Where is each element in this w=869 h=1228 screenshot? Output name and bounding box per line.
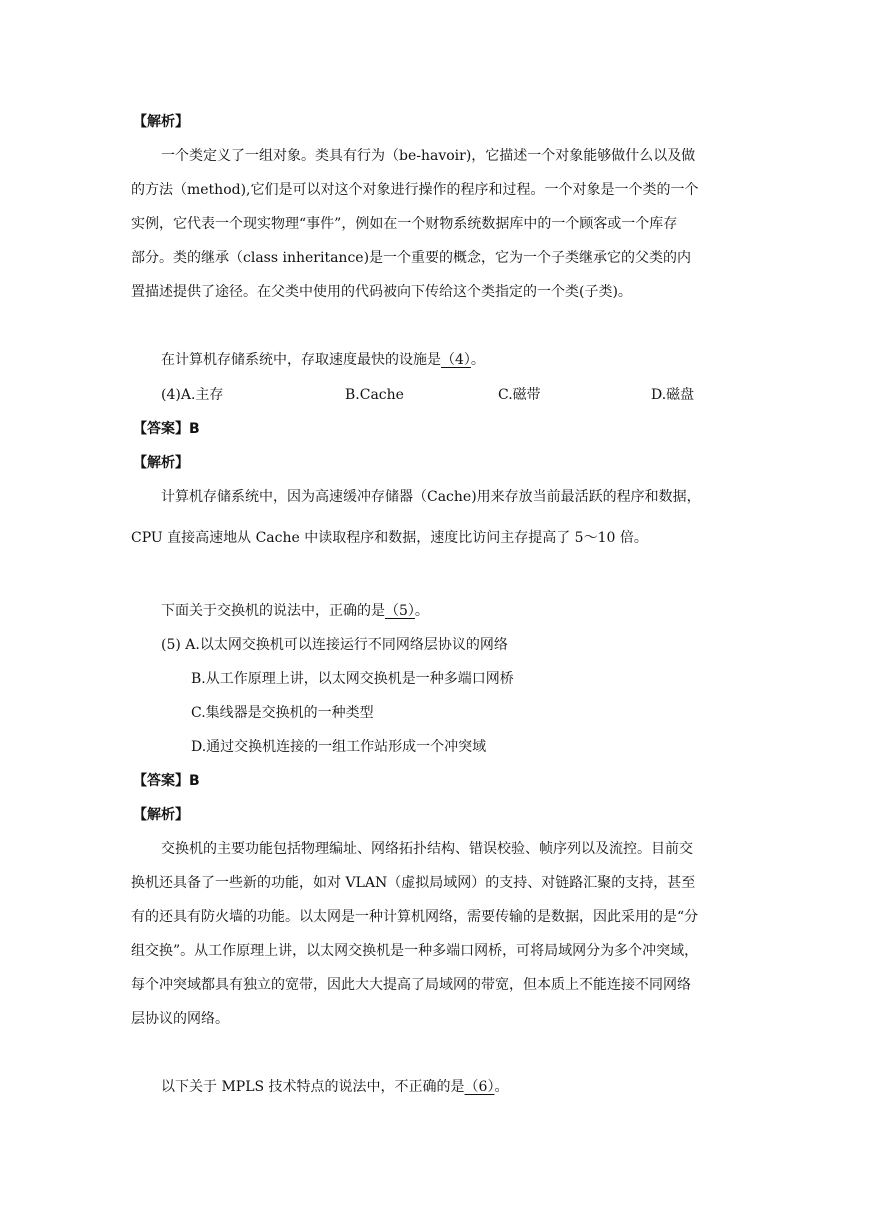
option-a: (5) A.以太网交换机可以连接运行不同网络层协议的网络	[161, 637, 508, 653]
analysis-line: 一个类定义了一组对象。类具有行为（be-havoir)，它描述一个对象能够做什么以及做	[161, 148, 696, 164]
option-d: D.通过交换机连接的一组工作站形成一个冲突域	[191, 739, 487, 755]
analysis-heading: 【解析】	[133, 114, 189, 130]
analysis-line: 换机还具备了一些新的功能，如对 VLAN（虚拟局域网）的支持、对链路汇聚的支持，甚至	[131, 875, 696, 891]
question-end: 。	[414, 603, 429, 619]
analysis-line: 组交换”。从工作原理上讲，以太网交换机是一种多端口网桥，可将局域网分为多个冲突域，	[131, 943, 699, 959]
answer-label: 【答案】B	[133, 421, 200, 437]
analysis-line: 每个冲突域都具有独立的宽带，因此大大提高了局域网的带宽，但本质上不能连接不同网络	[131, 977, 691, 993]
question-text: 下面关于交换机的说法中，正确的是	[161, 603, 385, 619]
option-b: B.从工作原理上讲，以太网交换机是一种多端口网桥	[191, 671, 514, 687]
answer-blank: （4）	[441, 352, 471, 368]
analysis-line: 的方法（method),它们是可以对这个对象进行操作的程序和过程。一个对象是一个类的一个	[131, 182, 699, 198]
answer-label: 【答案】B	[133, 773, 200, 789]
analysis-heading: 【解析】	[133, 807, 189, 823]
question-stem	[161, 601, 429, 621]
question-text: 以下关于 MPLS 技术特点的说法中，不正确的是	[161, 1079, 465, 1095]
analysis-line: CPU 直接高速地从 Cache 中读取程序和数据，速度比访问主存提高了 5～10 倍。	[131, 530, 648, 546]
analysis-line: 置描述提供了途径。在父类中使用的代码被向下传给这个类指定的一个类(子类)。	[131, 284, 632, 300]
option-a: (4)A.主存	[161, 387, 224, 403]
analysis-line: 实例，它代表一个现实物理“事件”，例如在一个财物系统数据库中的一个顾客或一个库存	[131, 216, 678, 232]
question-end: 。	[494, 1079, 509, 1095]
question-end: 。	[470, 352, 485, 368]
option-c: C.磁带	[498, 387, 541, 403]
question-text: 在计算机存储系统中，存取速度最快的设施是	[161, 352, 441, 368]
analysis-line: 交换机的主要功能包括物理编址、网络拓扑结构、错误校验、帧序列以及流控。目前交	[161, 841, 693, 857]
question-stem	[161, 1077, 508, 1097]
option-c: C.集线器是交换机的一种类型	[191, 705, 374, 721]
option-b: B.Cache	[345, 387, 404, 403]
analysis-heading: 【解析】	[133, 455, 189, 471]
option-d: D.磁盘	[651, 387, 695, 403]
answer-blank: （6）	[464, 1079, 495, 1095]
analysis-line: 部分。类的继承（class inheritance)是一个重要的概念，它为一个子类继承它的父类的内	[131, 250, 692, 266]
question-stem	[161, 350, 485, 370]
analysis-line: 计算机存储系统中，因为高速缓冲存储器（Cache)用来存放当前最活跃的程序和数据，	[161, 489, 701, 505]
analysis-line: 有的还具有防火墙的功能。以太网是一种计算机网络，需要传输的是数据，因此采用的是“分	[131, 909, 699, 925]
analysis-line: 层协议的网络。	[131, 1011, 229, 1027]
answer-blank: （5）	[385, 603, 415, 619]
